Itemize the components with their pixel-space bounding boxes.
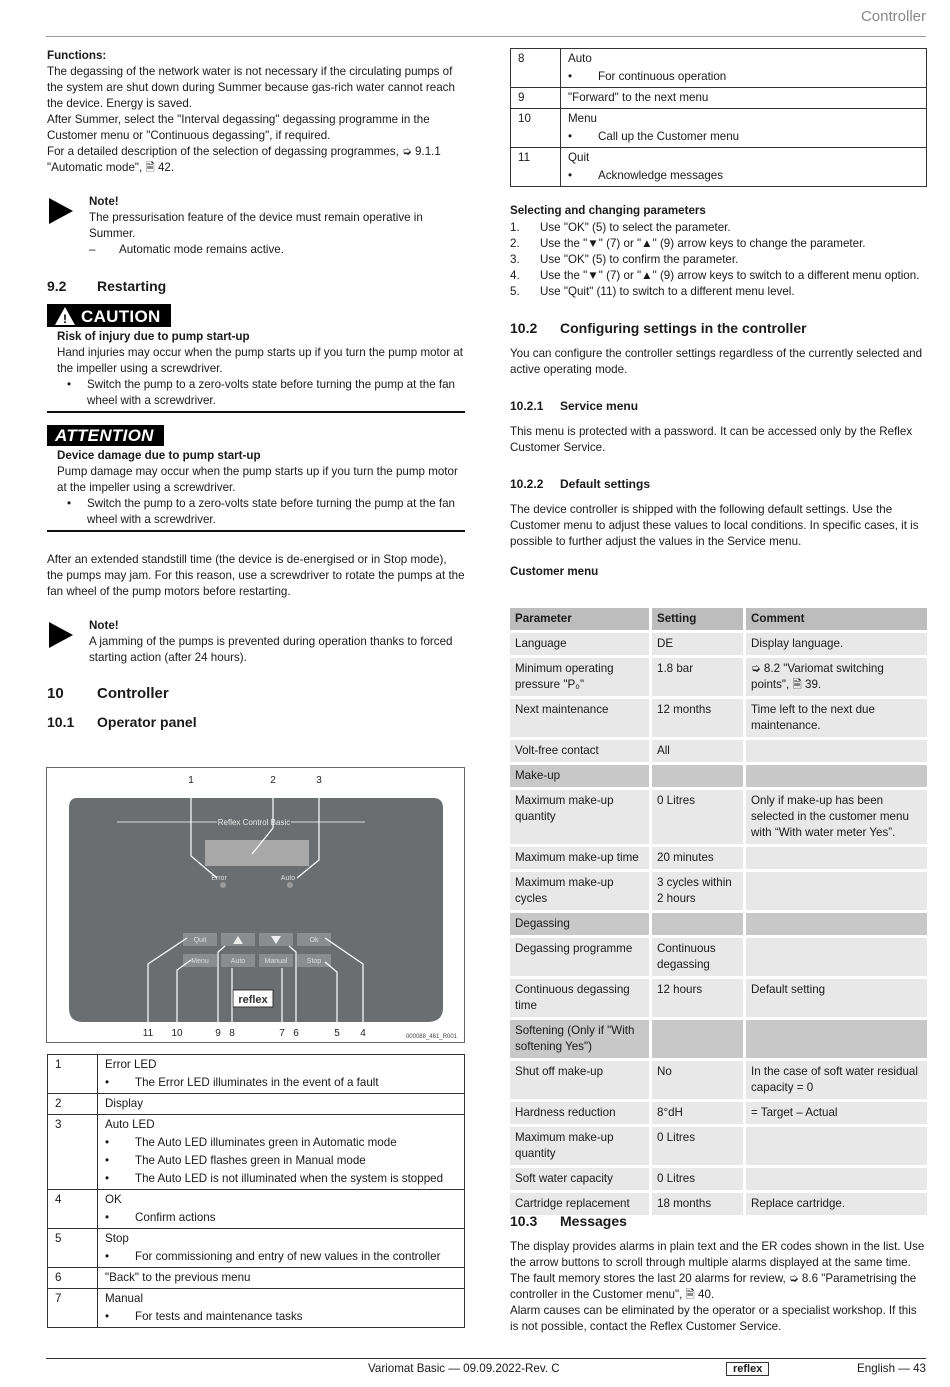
- functions-p3: For a detailed description of the selection of degassing programmes, ➭ 9.1.1 "Automatic mode", 🗎 42.: [47, 145, 441, 174]
- cell-parameter: Shut off make-up: [509, 1060, 651, 1101]
- operator-panel-figure: [46, 767, 465, 1043]
- customer-menu-table: [507, 605, 930, 1218]
- left-column: [47, 48, 465, 730]
- right-column: [510, 203, 927, 580]
- col-header-comment: Comment: [745, 607, 929, 632]
- step-2: 2. Use the "▼" (7) or "▲" (9) arrow keys to change the parameter.: [510, 237, 866, 250]
- cell-parameter: Minimum operating pressure "P₀": [509, 657, 651, 698]
- cell-comment: [745, 1019, 929, 1060]
- legend-key: 1: [48, 1055, 98, 1094]
- legend-key: 3: [48, 1115, 98, 1190]
- col-header-parameter: Parameter: [509, 607, 651, 632]
- caution-text: Hand injuries may occur when the pump starts up if you turn the pump motor at the impeller using a screwdriver.: [57, 346, 463, 375]
- cell-parameter: Cartridge replacement: [509, 1192, 651, 1217]
- table-row: [509, 657, 929, 698]
- steps-list: [510, 220, 927, 300]
- note-arrow-icon: [49, 198, 73, 224]
- legend-row: [511, 109, 927, 148]
- footer-reflex-logo: reflex: [726, 1362, 769, 1376]
- cell-parameter: Maximum make-up quantity: [509, 789, 651, 846]
- legend-value: [561, 49, 927, 88]
- cell-setting: [651, 1019, 745, 1060]
- legend-value: [98, 1115, 465, 1190]
- note2-title: Note!: [89, 619, 119, 632]
- table-header-row: [509, 607, 929, 632]
- section-10-2-heading: 10.2 Configuring settings in the controller: [510, 320, 807, 336]
- legend-table-left: [47, 1054, 465, 1328]
- section-10-2-1-text: This menu is protected with a password. It can be accessed only by the Reflex Customer Service.: [510, 425, 913, 454]
- error-led-label: Error: [211, 875, 227, 882]
- attention-rule: [47, 530, 465, 532]
- cell-parameter: Hardness reduction: [509, 1101, 651, 1126]
- table-row: [509, 978, 929, 1019]
- cell-setting: 8°dH: [651, 1101, 745, 1126]
- cell-comment: [745, 764, 929, 789]
- callout-7: 7: [279, 1028, 285, 1039]
- section-10-heading: 10 Controller: [47, 685, 169, 702]
- section-9-2-heading: 9.2 Restarting: [47, 278, 167, 294]
- table-row: [509, 937, 929, 978]
- note1-dash: – Automatic mode remains active.: [89, 243, 284, 256]
- legend-key: 11: [511, 148, 561, 187]
- legend-row: [48, 1229, 465, 1268]
- legend-item-title: Auto LED: [105, 1118, 155, 1131]
- note-box-2: [47, 618, 465, 666]
- cell-comment: [745, 1126, 929, 1167]
- table-row: [509, 846, 929, 871]
- cell-setting: [651, 764, 745, 789]
- callout-1: 1: [188, 775, 194, 786]
- cell-parameter: Maximum make-up time: [509, 846, 651, 871]
- legend-item-bullet: • Acknowledge messages: [568, 167, 921, 185]
- cell-parameter: Soft water capacity: [509, 1167, 651, 1192]
- auto-led: [287, 882, 293, 888]
- legend-item-bullet: • The Auto LED illuminates green in Automatic mode: [105, 1134, 459, 1152]
- callout-2: 2: [270, 775, 276, 786]
- svg-text:reflex: reflex: [238, 994, 268, 1006]
- callout-10: 10: [171, 1028, 183, 1039]
- note-arrow-icon: [49, 622, 73, 648]
- footer-doc-info: Variomat Basic — 09.09.2022-Rev. C: [368, 1362, 560, 1375]
- legend-key: 9: [511, 88, 561, 109]
- legend-row: [48, 1289, 465, 1328]
- cell-comment: = Target – Actual: [745, 1101, 929, 1126]
- attention-text: Pump damage may occur when the pump starts up if you turn the pump motor at the impeller using a screwdriver.: [57, 465, 458, 494]
- legend-item-bullet: • For tests and maintenance tasks: [105, 1308, 459, 1326]
- cell-parameter: Degassing: [509, 912, 651, 937]
- legend-item-bullet: • For continuous operation: [568, 68, 921, 86]
- cell-parameter: Next maintenance: [509, 698, 651, 739]
- legend-row: [511, 148, 927, 187]
- legend-item-title: Stop: [105, 1232, 129, 1245]
- warning-icon: !: [55, 307, 75, 325]
- cell-setting: All: [651, 739, 745, 764]
- figure-id: 000088_461_R001: [405, 1034, 457, 1040]
- caution-block: [47, 304, 465, 413]
- section-10-2-text: You can configure the controller settings regardless of the currently selected and active operating mode.: [510, 347, 923, 376]
- legend-value: [98, 1229, 465, 1268]
- table-row: [509, 698, 929, 739]
- caution-badge: ! CAUTION: [47, 304, 171, 327]
- legend-value: [98, 1055, 465, 1094]
- legend-item-bullet: • The Auto LED is not illuminated when the system is stopped: [105, 1170, 459, 1188]
- caution-title: Risk of injury due to pump start-up: [57, 330, 250, 343]
- legend-key: 2: [48, 1094, 98, 1115]
- cell-setting: 3 cycles within 2 hours: [651, 871, 745, 912]
- standstill-text: After an extended standstill time (the device is de-energised or in Stop mode), the pumps may jam. For this reason, use a screwdriver to rotate the pumps at the fan wheel of the pump motors before restarting.: [47, 553, 465, 598]
- panel-body: [69, 798, 443, 1022]
- cell-parameter: Make-up: [509, 764, 651, 789]
- select-params-title: Selecting and changing parameters: [510, 204, 706, 217]
- legend-item-title: Menu: [568, 112, 598, 125]
- table-row: [509, 1060, 929, 1101]
- note2-text: A jamming of the pumps is prevented during operation thanks to forced starting action (after 24 hours).: [89, 635, 453, 664]
- table-section-row: [509, 764, 929, 789]
- legend-value: [561, 88, 927, 109]
- table-row: [509, 632, 929, 657]
- cell-comment: [745, 871, 929, 912]
- panel-brand-label: Reflex Control Basic: [217, 818, 291, 827]
- messages-section: [510, 1213, 927, 1335]
- table-section-row: [509, 912, 929, 937]
- messages-p2: The fault memory stores the last 20 alarms for review, ➭ 8.6 "Parametrising the controller in the Customer menu", 🗎 40.: [510, 1272, 917, 1301]
- section-10-2-2-heading: 10.2.2 Default settings: [510, 477, 651, 491]
- callout-3: 3: [316, 775, 322, 786]
- functions-title: Functions:: [47, 49, 107, 62]
- step-1: 1. Use "OK" (5) to select the parameter.: [510, 221, 731, 234]
- legend-value: [98, 1190, 465, 1229]
- cell-comment: [745, 739, 929, 764]
- callout-4: 4: [360, 1028, 366, 1039]
- legend-key: 5: [48, 1229, 98, 1268]
- auto-led-label: Auto: [280, 875, 296, 882]
- cell-comment: [745, 937, 929, 978]
- note1-title: Note!: [89, 195, 119, 208]
- legend-item-title: Quit: [568, 151, 590, 164]
- legend-table-right: [510, 48, 927, 187]
- cell-parameter: Maximum make-up cycles: [509, 871, 651, 912]
- cell-comment: [745, 912, 929, 937]
- attention-block: [47, 425, 465, 532]
- attention-title: Device damage due to pump start-up: [57, 449, 261, 462]
- cell-setting: [651, 912, 745, 937]
- cell-comment: [745, 846, 929, 871]
- customer-menu-title: Customer menu: [510, 565, 599, 578]
- display-screen: [205, 840, 309, 866]
- callout-9: 9: [215, 1028, 221, 1039]
- table-row: [509, 1126, 929, 1167]
- page-header-title: Controller: [860, 8, 926, 25]
- step-5: 5. Use "Quit" (11) to switch to a different menu level.: [510, 285, 795, 298]
- cell-setting: 18 months: [651, 1192, 745, 1217]
- header-rule: [46, 36, 926, 37]
- legend-row: [48, 1268, 465, 1289]
- attention-bullet: • Switch the pump to a zero-volts state before turning the pump at the fan wheel with a screwdriver.: [57, 496, 465, 528]
- legend-key: 7: [48, 1289, 98, 1328]
- section-10-2-2-text: The device controller is shipped with the following default settings. Use the Customer menu to adjust these values to local conditions. In specific cases, it is possible to further adjust the values in the Service menu.: [510, 503, 919, 548]
- functions-p1: The degassing of the network water is not necessary if the circulating pumps of the system are shut down during Summer because gas-rich water cannot reach the device. Energy is saved.: [47, 65, 455, 110]
- legend-row: [511, 49, 927, 88]
- table-row: [509, 789, 929, 846]
- note-box-1: [47, 194, 465, 258]
- legend-value: [98, 1094, 465, 1115]
- cell-setting: 12 hours: [651, 978, 745, 1019]
- quit-button-label: Quit: [193, 937, 207, 944]
- legend-item-title: "Forward" to the next menu: [568, 91, 709, 104]
- legend-row: [511, 88, 927, 109]
- cell-setting: 12 months: [651, 698, 745, 739]
- footer-rule: [46, 1358, 926, 1359]
- auto-button-label: Auto: [230, 958, 246, 965]
- legend-row: [48, 1115, 465, 1190]
- legend-item-bullet: • The Error LED illuminates in the event of a fault: [105, 1074, 459, 1092]
- table-row: [509, 1101, 929, 1126]
- cell-setting: 0 Litres: [651, 789, 745, 846]
- table-row: [509, 871, 929, 912]
- section-10-2-1-heading: 10.2.1 Service menu: [510, 399, 639, 413]
- legend-item-bullet: • The Auto LED flashes green in Manual mode: [105, 1152, 459, 1170]
- cell-parameter: Language: [509, 632, 651, 657]
- ok-button-label: Ok: [309, 937, 319, 944]
- legend-row: [48, 1094, 465, 1115]
- messages-p1: The display provides alarms in plain text and the ER codes shown in the list. Use the arrow buttons to scroll through multiple alarms displayed at the same time.: [510, 1240, 925, 1269]
- legend-item-bullet: • For commissioning and entry of new values in the controller: [105, 1248, 459, 1266]
- legend-key: 4: [48, 1190, 98, 1229]
- cell-comment: In the case of soft water residual capacity = 0: [745, 1060, 929, 1101]
- cell-setting: 1.8 bar: [651, 657, 745, 698]
- callout-5: 5: [334, 1028, 340, 1039]
- cell-comment: ➭ 8.2 "Variomat switching points", 🗎 39.: [745, 657, 929, 698]
- cell-setting: No: [651, 1060, 745, 1101]
- messages-p3: Alarm causes can be eliminated by the operator or a specialist workshop. If this is not possible, contact the Reflex Customer Service.: [510, 1304, 917, 1333]
- legend-item-title: Display: [105, 1097, 144, 1110]
- legend-value: [98, 1268, 465, 1289]
- step-3: 3. Use "OK" (5) to confirm the parameter.: [510, 253, 739, 266]
- legend-value: [561, 148, 927, 187]
- legend-value: [98, 1289, 465, 1328]
- legend-row: [48, 1055, 465, 1094]
- functions-p2: After Summer, select the "Interval degassing" degassing programme in the Customer menu or "Continuous degassing", if required.: [47, 113, 430, 142]
- menu-button-label: Menu: [191, 958, 209, 965]
- cell-parameter: Degassing programme: [509, 937, 651, 978]
- cell-setting: 0 Litres: [651, 1167, 745, 1192]
- attention-badge: ATTENTION: [47, 425, 164, 446]
- legend-item-title: Manual: [105, 1292, 144, 1305]
- legend-key: 10: [511, 109, 561, 148]
- legend-item-title: "Back" to the previous menu: [105, 1271, 251, 1284]
- caution-bullet: • Switch the pump to a zero-volts state before turning the pump at the fan wheel with a screwdriver.: [57, 377, 465, 409]
- cell-comment: Default setting: [745, 978, 929, 1019]
- section-10-1-heading: 10.1 Operator panel: [47, 714, 197, 730]
- note1-text: The pressurisation feature of the device must remain operative in Summer.: [89, 211, 423, 240]
- legend-item-bullet: • Confirm actions: [105, 1209, 459, 1227]
- legend-key: 8: [511, 49, 561, 88]
- legend-item-bullet: • Call up the Customer menu: [568, 128, 921, 146]
- step-4: 4. Use the "▼" (7) or "▲" (9) arrow keys to switch to a different menu option.: [510, 269, 920, 282]
- cell-setting: Continuous degassing: [651, 937, 745, 978]
- legend-item-title: Error LED: [105, 1058, 157, 1071]
- callout-6: 6: [293, 1028, 299, 1039]
- cell-setting: 0 Litres: [651, 1126, 745, 1167]
- cell-parameter: Maximum make-up quantity: [509, 1126, 651, 1167]
- cell-comment: Replace cartridge.: [745, 1192, 929, 1217]
- cell-comment: Only if make-up has been selected in the customer menu with “With water meter Yes”.: [745, 789, 929, 846]
- legend-item-title: OK: [105, 1193, 122, 1206]
- col-header-setting: Setting: [651, 607, 745, 632]
- legend-key: 6: [48, 1268, 98, 1289]
- cell-setting: DE: [651, 632, 745, 657]
- manual-button-label: Manual: [264, 958, 288, 965]
- legend-row: [48, 1190, 465, 1229]
- section-10-3-heading: 10.3 Messages: [510, 1213, 627, 1229]
- stop-button-label: Stop: [306, 958, 322, 965]
- cell-parameter: Continuous degassing time: [509, 978, 651, 1019]
- legend-item-title: Auto: [568, 52, 592, 65]
- table-row: [509, 1167, 929, 1192]
- caution-rule: [47, 411, 465, 413]
- cell-comment: Time left to the next due maintenance.: [745, 698, 929, 739]
- callout-11: 11: [142, 1028, 154, 1039]
- cell-parameter: Volt-free contact: [509, 739, 651, 764]
- cell-parameter: Softening (Only if "With softening Yes"): [509, 1019, 651, 1060]
- callout-8: 8: [229, 1028, 235, 1039]
- footer-language-page: English — 43: [857, 1362, 926, 1375]
- operator-panel-drawing: [47, 768, 466, 1044]
- error-led: [220, 882, 226, 888]
- cell-comment: Display language.: [745, 632, 929, 657]
- table-row: [509, 739, 929, 764]
- cell-comment: [745, 1167, 929, 1192]
- cell-setting: 20 minutes: [651, 846, 745, 871]
- legend-value: [561, 109, 927, 148]
- table-section-row: [509, 1019, 929, 1060]
